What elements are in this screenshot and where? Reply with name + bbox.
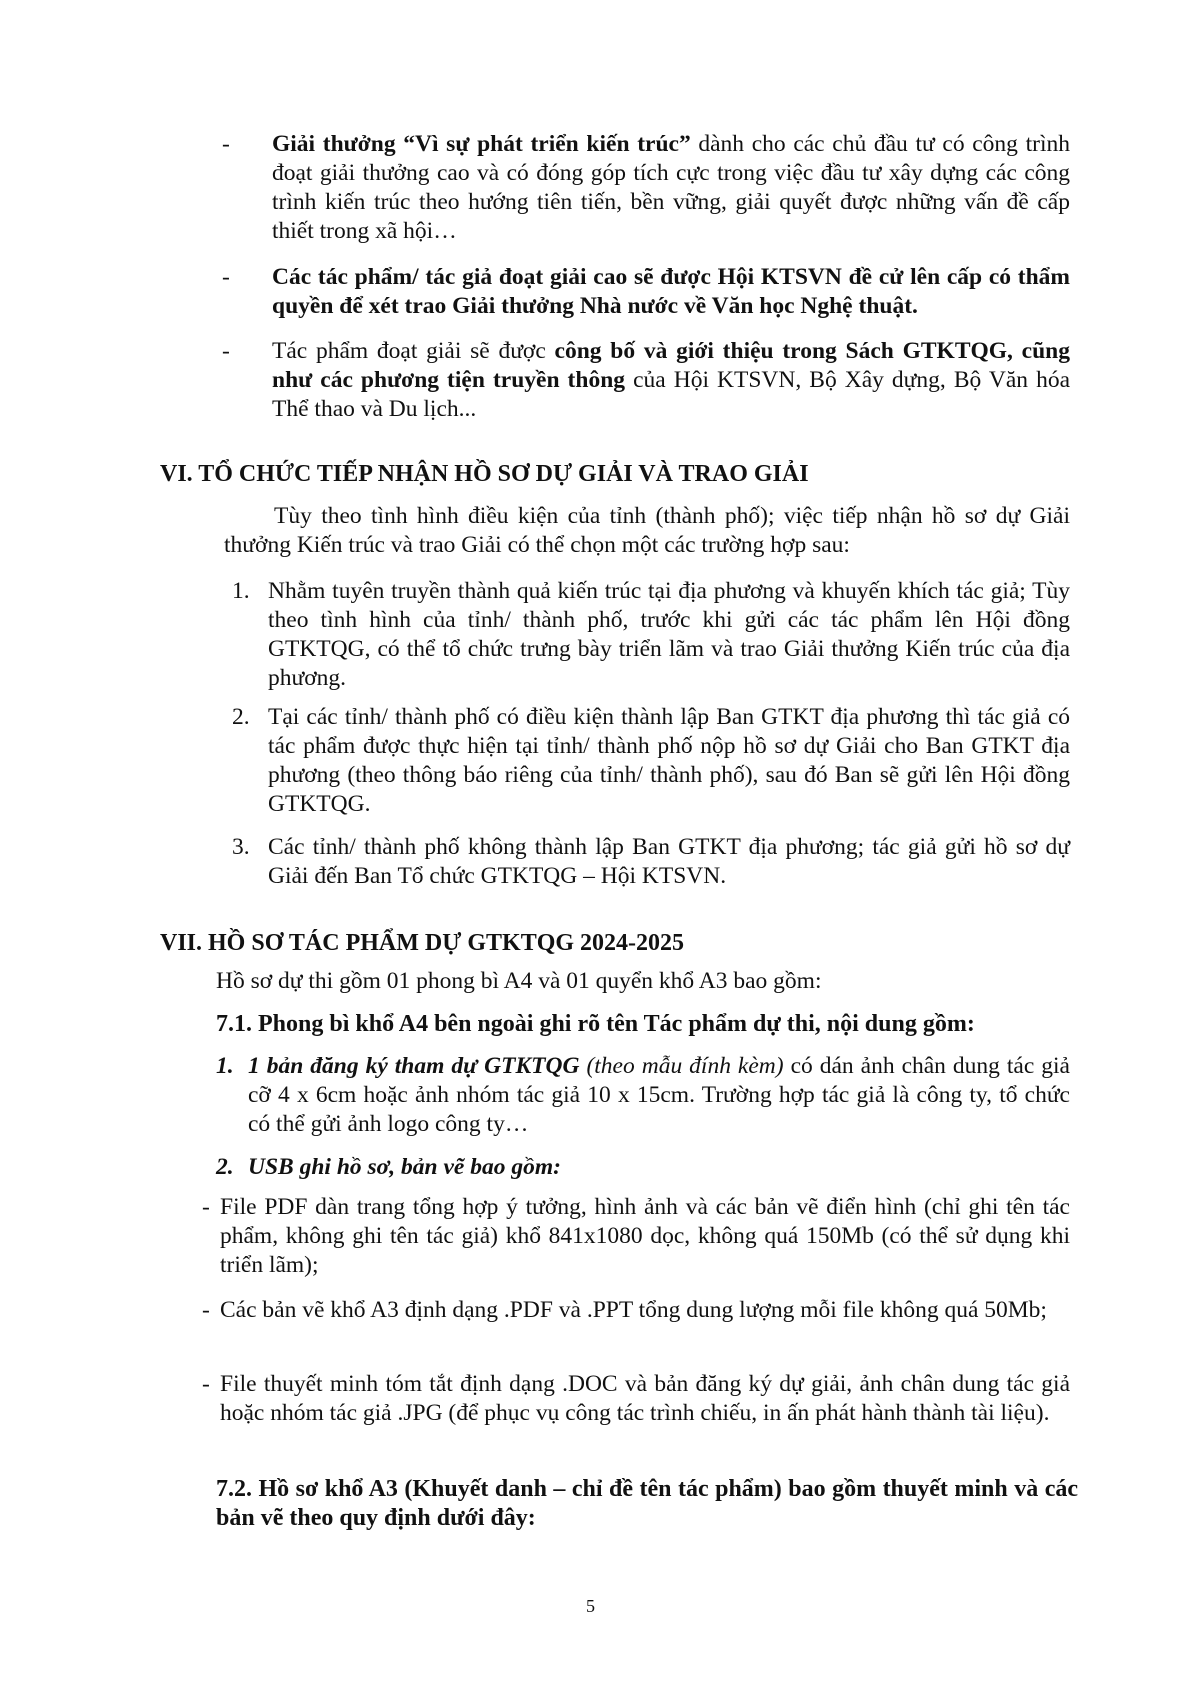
bullet-dash: - [202,1297,210,1323]
list-item: Tại các tỉnh/ thành phố có điều kiện thành lập Ban GTKT địa phương thì tác giả có tác phẩm được thực hiện tại tỉnh/ thành phố nộp hồ sơ dự Giải cho Ban GTKT địa phương (theo thông báo riêng của tỉnh/ thành phố), sau đó Ban sẽ gửi lên Hội đồng GTKTQG. [268,704,1070,817]
usb-item: File thuyết minh tóm tắt định dạng .DOC và bản đăng ký dự giải, ảnh chân dung tác giả hoặc nhóm tác giả .JPG (để phục vụ công tác trình chiếu, in ấn phát hành thành tài liệu). [220,1371,1070,1426]
list-number: 3. [232,834,250,860]
list-item-registration: 1 bản đăng ký tham dự GTKTQG (theo mẫu đính kèm) có dán ảnh chân dung tác giả cỡ 4 x 6cm hoặc ảnh nhóm tác giả 10 x 15cm. Trường hợp tác giả là công ty, tổ chức có thể gửi ảnh logo công ty… [248,1053,1070,1137]
bullet-dash: - [222,131,230,157]
list-item-usb: USB ghi hồ sơ, bản vẽ bao gồm: [248,1154,561,1180]
list-number: 2. [216,1154,234,1180]
section-vi-intro: Tùy theo tình hình điều kiện của tỉnh (thành phố); việc tiếp nhận hồ sơ dự Giải thưởng Kiến trúc và trao Giải có thể chọn một các trường hợp sau: [224,503,1070,558]
list-item: Các tỉnh/ thành phố không thành lập Ban GTKT địa phương; tác giả gửi hồ sơ dự Giải đến Ban Tổ chức GTKTQG – Hội KTSVN. [268,834,1070,889]
page-number: 5 [586,1596,595,1616]
bullet-dash: - [202,1371,210,1397]
section-heading-vii: VII. HỒ SƠ TÁC PHẨM DỰ GTKTQG 2024-2025 [160,930,685,956]
bullet-dash: - [222,338,230,364]
list-number: 1. [232,578,250,604]
section-vii-intro: Hồ sơ dự thi gồm 01 phong bì A4 và 01 quyển khổ A3 bao gồm: [216,968,822,994]
bullet-publication: Tác phẩm đoạt giải sẽ được công bố và giới thiệu trong Sách GTKTQG, cũng như các phương tiện truyền thông của Hội KTSVN, Bộ Xây dựng, Bộ Văn hóa Thể thao và Du lịch... [272,338,1070,422]
bullet-nomination: Các tác phẩm/ tác giả đoạt giải cao sẽ được Hội KTSVN đề cử lên cấp có thẩm quyền để xét trao Giải thưởng Nhà nước về Văn học Nghệ thuật. [272,264,1070,319]
subheading-7-1: 7.1. Phong bì khổ A4 bên ngoài ghi rõ tên Tác phẩm dự thi, nội dung gồm: [216,1011,975,1037]
subheading-7-2: 7.2. Hồ sơ khổ A3 (Khuyết danh – chỉ đề tên tác phẩm) bao gồm thuyết minh và các bản vẽ theo quy định dưới đây: [216,1476,1078,1531]
list-item: Nhằm tuyên truyền thành quả kiến trúc tại địa phương và khuyến khích tác giả; Tùy theo tình hình của tỉnh/ thành phố, trước khi gửi các tác phẩm lên Hội đồng GTKTQG, có thể tổ chức trưng bày triển lãm và trao Giải thưởng Kiến trúc của địa phương. [268,578,1070,691]
bullet-dash: - [202,1194,210,1220]
usb-item: File PDF dàn trang tổng hợp ý tưởng, hình ảnh và các bản vẽ điển hình (chỉ ghi tên tác phẩm, không ghi tên tác giả) khổ 841x1080 dọc, không quá 150Mb (có thể sử dụng khi triển lãm); [220,1194,1070,1278]
bullet-dash: - [222,264,230,290]
usb-item: Các bản vẽ khổ A3 định dạng .PDF và .PPT tổng dung lượng mỗi file không quá 50Mb; [220,1297,1047,1323]
bullet-award-architecture: Giải thưởng “Vì sự phát triển kiến trúc” dành cho các chủ đầu tư có công trình đoạt giải thưởng cao và có đóng góp tích cực trong việc đầu tư xây dựng các công trình kiến trúc theo hướng tiên tiến, bền vững, giải quyết được những vấn đề cấp thiết trong xã hội… [272,131,1070,244]
list-number: 1. [216,1053,234,1079]
list-number: 2. [232,704,250,730]
section-heading-vi: VI. TỔ CHỨC TIẾP NHẬN HỒ SƠ DỰ GIẢI VÀ TRAO GIẢI [160,461,809,487]
